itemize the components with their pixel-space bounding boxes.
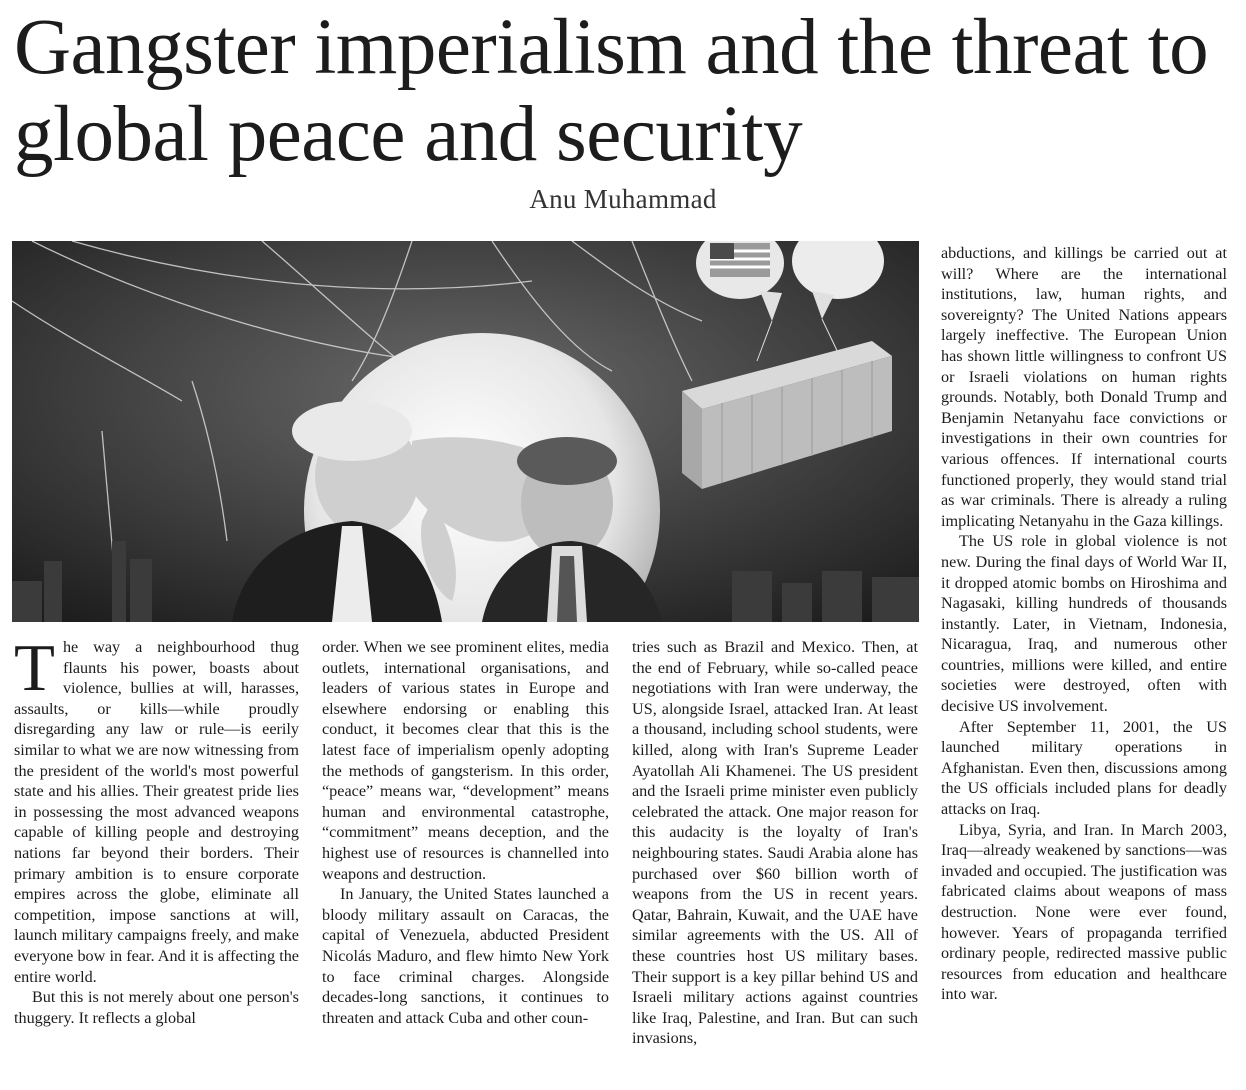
paragraph-3: order. When we see prominent elites, media outlets, international organisations, and leaders of various states in Europe and elsewhere endorsing or enabling this conduct, it becomes clear that this is the latest face of imperialism openly adopting the methods of gangsterism. In this order, “peace” means war, “development” means human and environmental catastrophe, “commitment” means deception, and the highest use of resources is channelled into weapons and destruction. [322, 638, 609, 883]
paragraph-1 [14, 631, 299, 987]
photo-illustration [12, 241, 919, 622]
article-column-3 [632, 637, 918, 1049]
paragraph-5: tries such as Brazil and Mexico. Then, at the end of February, while so-called peace negotiations with Iran were underway, the US, alongside Israel, attacked Iran. At least a thousand, including school students, were killed, along with Iran's Supreme Leader Ayatollah Ali Khamenei. The US president and the Israeli prime minister even publicly celebrated the attack. One major reason for this audacity is the loyalty of Iran's neighbouring states. Saudi Arabia alone has purchased over $60 billion worth of weapons from the US in recent years. Qatar, Bahrain, Kuwait, and the UAE have similar agreements with the US. All of these countries host US military bases. Their support is a key pillar behind US and Israeli military actions against countries like Iraq, Palestine, and Iran. But can such invasions, [632, 638, 918, 1048]
article-column-4 [941, 243, 1227, 1005]
article-byline: Anu Muhammad [529, 184, 717, 214]
paragraph-9: Libya, Syria, and Iran. In March 2003, Iraq—already weakened by sanctions—was invaded and occupied. The justification was fabricated claims about weapons of mass destruction. None were ever found, however. Years of propaganda terrified ordinary people, redirected massive public resources from education and healthcare into war. [941, 820, 1227, 1004]
article-column-2 [322, 637, 609, 1028]
drop-cap: T [14, 631, 55, 705]
paragraph-1-text: he way a neighbourhood thug flaunts his power, boasts about violence, bullies at will, harasses, assaults, or kills—while proudly disregarding any law or rule—is eerily similar to what we are now witnessing from the president of the world's most powerful state and his allies. Their greatest pride lies in possessing the most advanced weapons capable of killing people and destroying nations far beyond their borders. Their primary ambition is to ensure corporate empires across the globe, eliminate all competition, impose sanctions at will, launch military campaigns freely, and make everyone bow in fear. And it is affecting the entire world. [14, 638, 299, 986]
paragraph-4: In January, the United States launched a bloody military assault on Caracas, the capital of Venezuela, abducted President Nicolás Maduro, and flew himto New York to face criminal charges. Alongside decades-long sanctions, it continues to threaten and attack Cuba and other coun- [322, 885, 609, 1027]
paragraph-2: But this is not merely about one person's thuggery. It reflects a global [14, 988, 299, 1027]
paragraph-8: After September 11, 2001, the US launched military operations in Afghanistan. Even then, discussions among the US officials included plans for deadly attacks on Iraq. [941, 717, 1227, 819]
article-headline: Gangster imperialism and the threat to global peace and security [14, 4, 1209, 178]
article-photo [12, 241, 919, 622]
article-column-1 [14, 631, 299, 1028]
paragraph-6: abductions, and killings be carried out at will? Where are the international institutions, law, human rights, and sovereignty? The United Nations appears largely ineffective. The European Union has shown little willingness to confront US or Israeli violations on human rights grounds. Notably, both Donald Trump and Benjamin Netanyahu face convictions or investigations in their own countries for various offences. If international courts functioned properly, they would stand trial as war criminals. There is already a ruling implicating Netanyahu in the Gaza killings. [941, 244, 1227, 530]
paragraph-7: The US role in global violence is not new. During the final days of World War II, it dropped atomic bombs on Hiroshima and Nagasaki, killing hundreds of thousands instantly. Later, in Vietnam, Indonesia, Nicaragua, Iraq, and numerous other countries, millions were killed, and entire societies were destroyed, often with decisive US involvement. [941, 532, 1227, 716]
